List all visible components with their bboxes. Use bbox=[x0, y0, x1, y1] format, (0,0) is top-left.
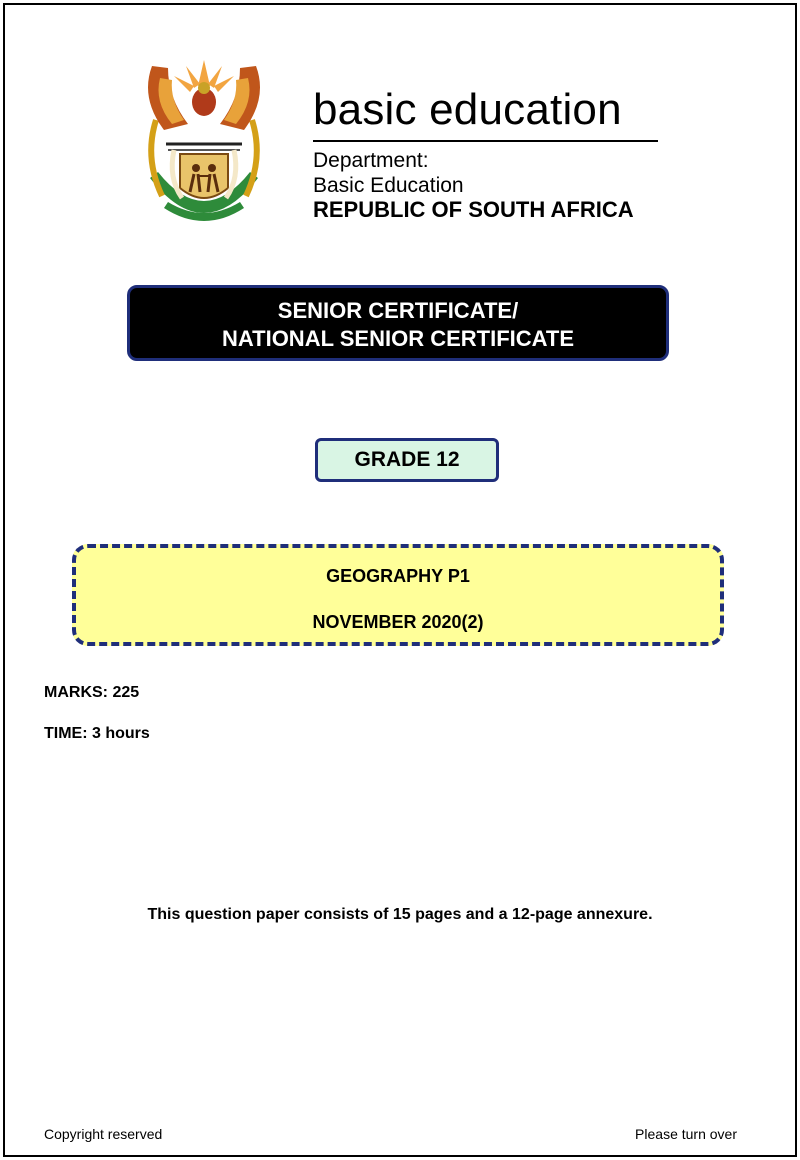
page-count-note: This question paper consists of 15 pages and a 12-page annexure. bbox=[147, 906, 653, 923]
grade-badge: GRADE 12 bbox=[315, 438, 499, 482]
department-name: Basic Education bbox=[313, 174, 464, 197]
marks-info: MARKS: 225 bbox=[44, 684, 140, 701]
brand-title: basic education bbox=[313, 85, 622, 134]
subject-name: GEOGRAPHY P1 bbox=[326, 566, 470, 586]
department-label: Department: bbox=[313, 149, 429, 172]
coat-of-arms-icon bbox=[138, 58, 270, 234]
subject-panel bbox=[72, 544, 724, 646]
exam-session: NOVEMBER 2020(2) bbox=[312, 612, 484, 632]
country-name: REPUBLIC OF SOUTH AFRICA bbox=[313, 197, 634, 222]
time-info: TIME: 3 hours bbox=[44, 725, 150, 742]
certificate-banner bbox=[127, 285, 669, 361]
brand-underline bbox=[313, 140, 658, 142]
copyright-footer: Copyright reserved bbox=[44, 1126, 163, 1142]
certificate-line-2: NATIONAL SENIOR CERTIFICATE bbox=[222, 326, 574, 351]
turn-over-footer: Please turn over bbox=[635, 1126, 737, 1142]
certificate-line-1: SENIOR CERTIFICATE/ bbox=[277, 298, 519, 323]
